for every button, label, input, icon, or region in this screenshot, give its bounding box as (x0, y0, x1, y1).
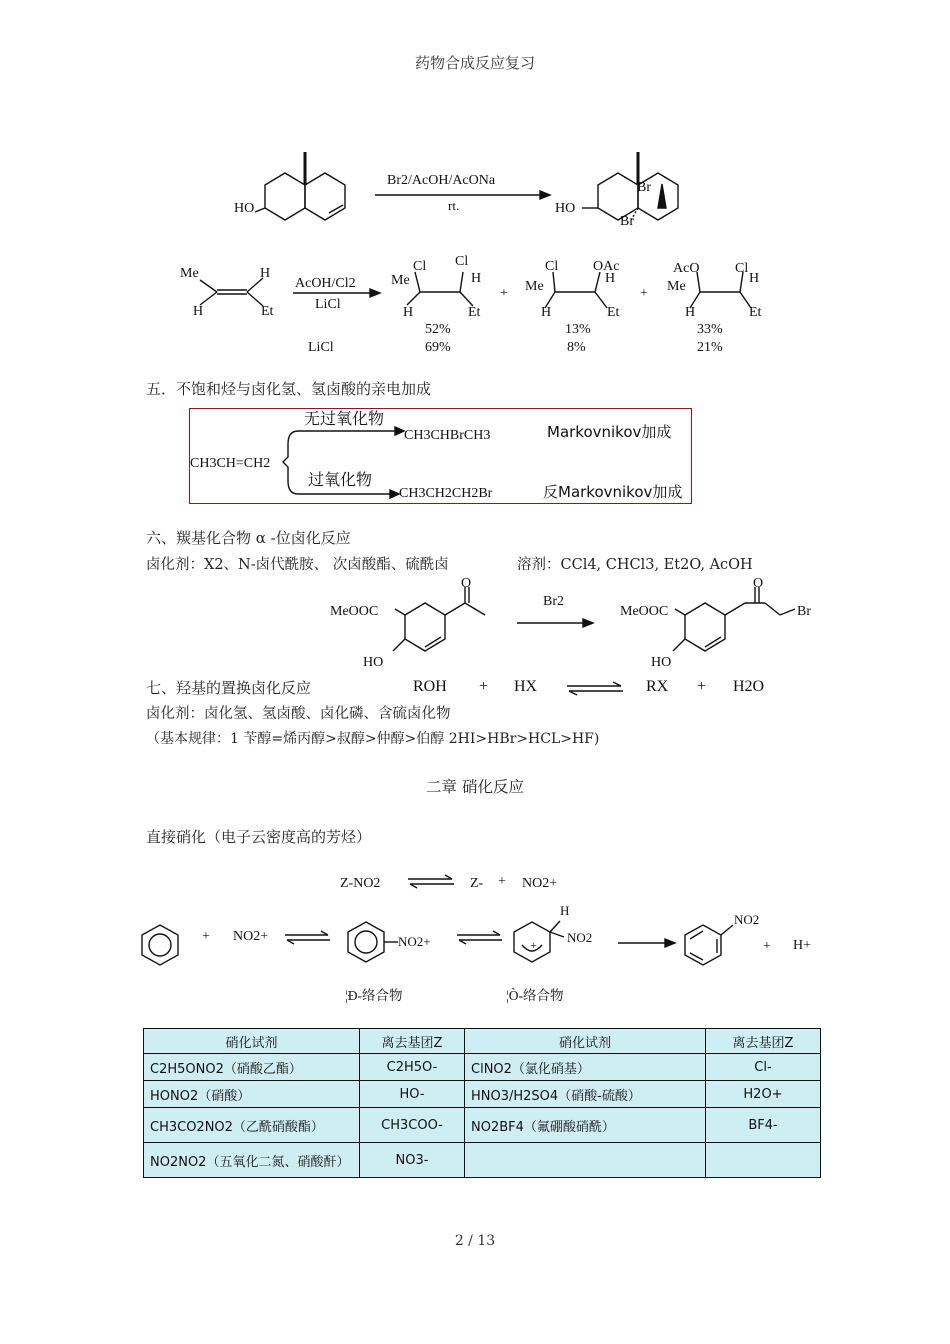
table-cell: CH3CO2NO2（乙酰硝酸酯） (144, 1108, 360, 1143)
svg-text:Cl: Cl (545, 259, 559, 274)
col-header-reagent-2: 硝化试剂 (465, 1029, 706, 1054)
svg-text:AcO: AcO (673, 261, 700, 276)
table-row (144, 1054, 821, 1081)
table-cell: ClNO2（氯化硝基） (465, 1054, 706, 1081)
svg-text:+: + (500, 286, 508, 301)
eq1-mid: Z- (470, 876, 484, 891)
eq-roh: ROH (413, 678, 447, 695)
page-number: 2 / 13 (454, 1233, 496, 1249)
svg-text:Et: Et (749, 305, 762, 320)
ester-right: MeOOC (620, 604, 669, 619)
svg-text:OAc: OAc (593, 259, 620, 274)
svg-text:Me: Me (180, 266, 199, 281)
table-row (144, 1143, 821, 1178)
svg-text:Me: Me (667, 279, 686, 294)
eq2-plus-2: + (763, 939, 771, 954)
svg-text:Cl: Cl (413, 259, 427, 274)
product-br-a: Br (637, 180, 651, 195)
svg-text:+: + (530, 938, 537, 952)
sigma-no2: NO2 (567, 930, 593, 945)
product-bottom: CH3CH2CH2Br (399, 486, 493, 501)
svg-text:Et: Et (468, 305, 481, 320)
chapter-2-subtitle: 直接硝化（电子云密度高的芳烃） (146, 828, 372, 846)
reaction-1-scheme (230, 140, 690, 235)
col-header-reagent-1: 硝化试剂 (144, 1029, 360, 1054)
svg-text:Me: Me (525, 279, 544, 294)
svg-text:H: H (260, 266, 271, 281)
eq1-left: Z-NO2 (340, 876, 381, 891)
table-row (144, 1081, 821, 1108)
table-cell: H2O+ (706, 1081, 821, 1108)
eq-plus-1: + (479, 678, 489, 695)
svg-text:H: H (541, 305, 552, 320)
section-6-scheme (325, 575, 825, 675)
ho-left: HO (363, 655, 384, 670)
product2-pct1: 13% (565, 322, 591, 337)
reaction-2-scheme (175, 250, 795, 360)
svg-text:Cl: Cl (455, 254, 469, 269)
product2-pct2: 8% (567, 340, 586, 355)
section-6-title: 六、羰基化合物 α -位卤化反应 (146, 529, 351, 547)
ester-left: MeOOC (330, 604, 379, 619)
reactant-ho: HO (234, 201, 255, 216)
svg-text:H: H (403, 305, 414, 320)
eq1-right: NO2+ (522, 876, 558, 891)
table-cell: BF4- (706, 1108, 821, 1143)
eq2-no2-plus: NO2+ (233, 929, 269, 944)
section-7-agents: 卤化剂：卤化氢、氢卤酸、卤化磷、含硫卤化物 (146, 706, 451, 722)
reagent2-top: AcOH/Cl2 (295, 276, 356, 291)
col-header-leaving-group-1: 离去基团Z (360, 1029, 465, 1054)
table-header-row (144, 1029, 821, 1054)
cond-top: 无过氧化物 (304, 409, 385, 428)
svg-text:Et: Et (261, 304, 274, 319)
section-6-agents: 卤化剂：X2、N-卤代酰胺、 次卤酸酯、硫酰卤 (146, 557, 449, 573)
ho-right: HO (651, 655, 672, 670)
table-row (144, 1108, 821, 1143)
table-cell: NO2NO2（五氧化二氮、硝酸酐） (144, 1143, 360, 1178)
o-left: O (461, 576, 472, 591)
table-cell: HNO3/H2SO4（硝酸-硫酸） (465, 1081, 706, 1108)
eq2-plus-1: + (202, 929, 210, 944)
page-header: 药物合成反应复习 (414, 54, 535, 72)
sigma-h: H (560, 903, 570, 918)
reagent-top: Br2/AcOH/AcONa (387, 173, 496, 188)
product3-pct2: 21% (697, 340, 723, 355)
equilibrium-arrow (565, 680, 625, 696)
table-cell: C2H5O- (360, 1054, 465, 1081)
sigma-complex-label: ¦Ò-络合物 (506, 988, 564, 1003)
svg-text:H: H (605, 271, 616, 286)
product3-pct1: 33% (697, 322, 723, 337)
product-ho: HO (555, 201, 576, 216)
eq-plus-2: + (697, 678, 707, 695)
nitration-reagent-table (143, 1028, 821, 1178)
product1-pct2: 69% (425, 340, 451, 355)
rule-bottom: 反Markovnikov加成 (543, 483, 683, 501)
svg-text:H: H (193, 304, 204, 319)
eq-hx: HX (514, 678, 538, 695)
substrate: CH3CH=CH2 (190, 456, 271, 471)
markovnikov-scheme (190, 409, 690, 503)
table-cell: HO- (360, 1081, 465, 1108)
section-6-solvents: 溶剂：CCl4, CHCl3, Et2O, AcOH (517, 557, 753, 573)
eq-h2o: H2O (733, 678, 765, 695)
reagent-bottom: rt. (448, 198, 460, 213)
o-right: O (753, 576, 764, 591)
rule-top: Markovnikov加成 (547, 423, 672, 441)
table-cell: C2H5ONO2（硝酸乙酯） (144, 1054, 360, 1081)
svg-text:H: H (685, 305, 696, 320)
pi-complex-no2: NO2+ (398, 934, 431, 949)
row-label-licl: LiCl (308, 340, 334, 355)
product-no2: NO2 (734, 912, 760, 927)
chapter-2-title: 二章 硝化反应 (426, 778, 524, 796)
section-7-rule: （基本规律：1 苄醇=烯丙醇>叔醇>仲醇>伯醇 2HI>HBr>HCL>HF) (146, 731, 600, 747)
table-cell: CH3COO- (360, 1108, 465, 1143)
h-plus: H+ (793, 938, 812, 953)
reagent-br2: Br2 (543, 594, 564, 609)
eq-rx: RX (646, 678, 669, 695)
eq1-plus: + (498, 874, 506, 889)
nitration-mechanism (130, 865, 830, 1015)
section-5-title: 五．不饱和烃与卤化氢、氢卤酸的亲电加成 (146, 380, 432, 398)
svg-text:Me: Me (391, 273, 410, 288)
pi-complex-label: ¦Ð-络合物 (345, 988, 403, 1003)
product1-pct1: 52% (425, 322, 451, 337)
svg-text:H: H (471, 271, 482, 286)
table-cell: NO2BF4（氟硼酸硝酰） (465, 1108, 706, 1143)
table-cell (465, 1143, 706, 1178)
cond-bottom: 过氧化物 (308, 470, 373, 489)
table-cell: NO3- (360, 1143, 465, 1178)
section-7-title: 七、羟基的置换卤化反应 (146, 679, 312, 697)
table-cell: HONO2（硝酸） (144, 1081, 360, 1108)
table-cell (706, 1143, 821, 1178)
col-header-leaving-group-2: 离去基团Z (706, 1029, 821, 1054)
product-br-b: Br (620, 214, 634, 229)
svg-text:H: H (749, 271, 760, 286)
reagent2-bottom: LiCl (315, 297, 341, 312)
svg-text:Et: Et (607, 305, 620, 320)
svg-text:Cl: Cl (735, 261, 749, 276)
table-cell: Cl- (706, 1054, 821, 1081)
product-top: CH3CHBrCH3 (404, 428, 491, 443)
br-product: Br (797, 604, 811, 619)
svg-text:+: + (640, 286, 648, 301)
